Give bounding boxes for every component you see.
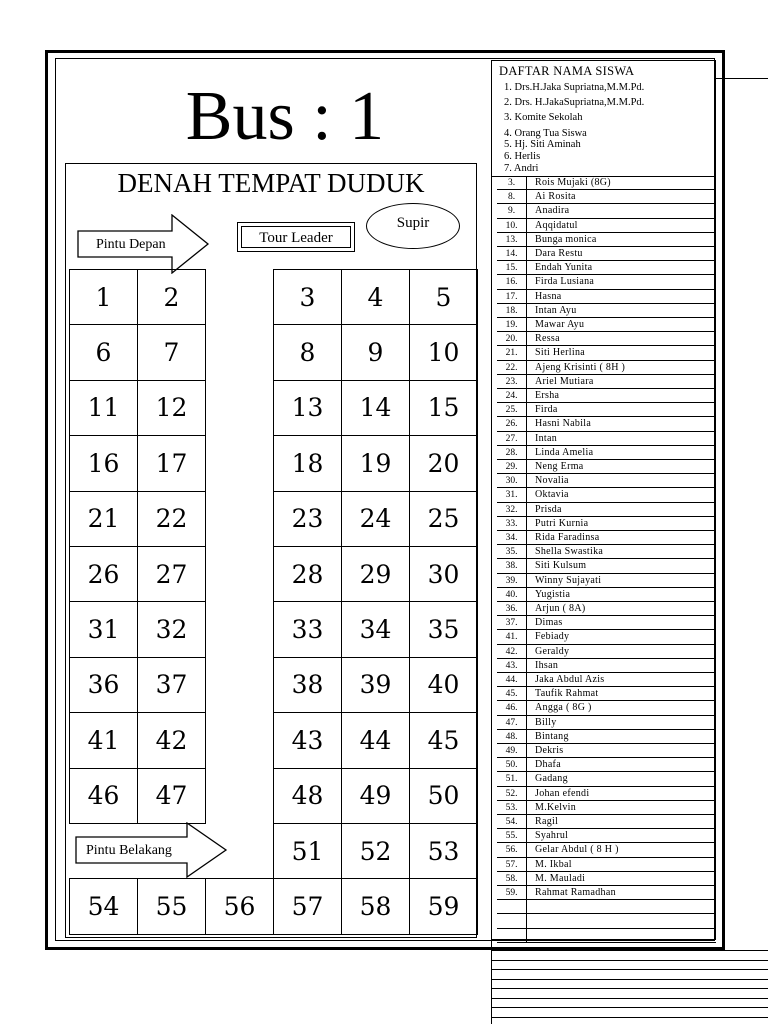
- table-row: [497, 417, 716, 431]
- table-row: [497, 290, 716, 304]
- row-number: 43.: [497, 659, 527, 673]
- student-name: Jaka Abdul Azis: [535, 674, 605, 685]
- driver-label: Supir: [366, 203, 460, 249]
- staff-item: 2. Drs. H.JakaSupriatna,M.M.Pd.: [504, 97, 645, 108]
- student-name: Taufik Rahmat: [535, 688, 599, 700]
- seat-48: 48: [273, 768, 342, 824]
- student-name: Rois Mujaki (8G): [535, 177, 611, 188]
- seat-8: 8: [273, 324, 342, 380]
- row-number: 45.: [497, 687, 527, 701]
- seat-59: 59: [409, 878, 478, 934]
- student-name: Firda: [535, 404, 558, 416]
- student-name: Hasna: [535, 290, 562, 302]
- row-number: 30.: [497, 474, 527, 488]
- table-row: [497, 914, 716, 928]
- table-row: [497, 716, 716, 730]
- table-row: [497, 190, 716, 204]
- table-row: [497, 588, 716, 602]
- table-row: [497, 474, 716, 488]
- table-row: [497, 403, 716, 417]
- row-number: 27.: [497, 432, 527, 446]
- grid-line: [716, 78, 768, 79]
- student-name: Intan Ayu: [535, 304, 577, 316]
- row-number: 44.: [497, 673, 527, 687]
- student-name: Rahmat Ramadhan: [535, 887, 616, 898]
- table-row: [497, 602, 716, 616]
- table-row: [497, 673, 716, 687]
- seat-18: 18: [273, 435, 342, 491]
- table-row: [497, 886, 716, 900]
- student-name: Billy: [535, 716, 557, 728]
- row-number: 48.: [497, 730, 527, 744]
- grid-line: [491, 979, 768, 980]
- row-number: 28.: [497, 446, 527, 460]
- table-row: [497, 872, 716, 886]
- grid-line: [491, 969, 768, 970]
- row-number: 14.: [497, 247, 527, 261]
- student-name: Ihsan: [535, 659, 559, 671]
- seat-44: 44: [341, 712, 410, 768]
- row-number: 25.: [497, 403, 527, 417]
- student-name: Neng Erma: [535, 461, 584, 472]
- row-number: [497, 914, 527, 928]
- student-name: Endah Yunita: [535, 262, 593, 274]
- table-row: [497, 659, 716, 673]
- student-name: Mawar Ayu: [535, 319, 585, 330]
- table-row: [497, 787, 716, 801]
- student-name: Intan: [535, 432, 558, 444]
- table-row: [497, 574, 716, 588]
- student-name: Hasni Nabila: [535, 418, 592, 430]
- row-number: 52.: [497, 787, 527, 801]
- row-number: 35.: [497, 545, 527, 559]
- student-name: M.Kelvin: [535, 801, 577, 813]
- student-name: Aqqidatul: [535, 219, 578, 231]
- table-row: [497, 758, 716, 772]
- row-number: 24.: [497, 389, 527, 403]
- seat-10: 10: [409, 324, 478, 380]
- row-number: 13.: [497, 233, 527, 247]
- student-name: Rida Faradinsa: [535, 532, 600, 543]
- table-row: [497, 687, 716, 701]
- row-number: 54.: [497, 815, 527, 829]
- student-name: Ajeng Krisinti ( 8H ): [535, 361, 626, 373]
- row-number: 47.: [497, 716, 527, 730]
- seat-27: 27: [137, 546, 206, 602]
- seat-33: 33: [273, 601, 342, 657]
- row-number: 41.: [497, 630, 527, 644]
- grid-line: [491, 1007, 768, 1008]
- student-name: Ersha: [535, 390, 560, 401]
- seat-14: 14: [341, 380, 410, 436]
- row-number: [497, 929, 527, 943]
- table-row: [497, 432, 716, 446]
- seat-45: 45: [409, 712, 478, 768]
- student-name: Gelar Abdul ( 8 H ): [535, 844, 619, 856]
- seat-56: 56: [205, 878, 274, 934]
- grid-line: [491, 988, 768, 989]
- student-name: M. Mauladi: [535, 872, 586, 884]
- grid-line: [491, 998, 768, 999]
- seat-map-title: DENAH TEMPAT DUDUK: [117, 168, 425, 198]
- seat-6: 6: [69, 324, 138, 380]
- student-name: Anadira: [535, 205, 570, 217]
- seat-51: 51: [273, 823, 342, 879]
- grid-line: [491, 1017, 768, 1018]
- table-row: [497, 701, 716, 715]
- seat-26: 26: [69, 546, 138, 602]
- student-name: Ressa: [535, 333, 560, 345]
- student-name: Yugistia: [535, 588, 571, 600]
- staff-item: 3. Komite Sekolah: [504, 112, 583, 123]
- table-row: [497, 929, 716, 943]
- table-row: [497, 744, 716, 758]
- table-row: [497, 616, 716, 630]
- seat-3: 3: [273, 269, 342, 325]
- table-row: [497, 772, 716, 786]
- seat-40: 40: [409, 657, 478, 713]
- seat-52: 52: [341, 823, 410, 879]
- seat-7: 7: [137, 324, 206, 380]
- seat-32: 32: [137, 601, 206, 657]
- table-row: [497, 843, 716, 857]
- student-name: Arjun ( 8A): [535, 603, 586, 614]
- table-row: [497, 517, 716, 531]
- student-name: Febiady: [535, 631, 570, 643]
- table-row: [497, 858, 716, 872]
- row-number: 21.: [497, 346, 527, 360]
- row-number: 49.: [497, 744, 527, 758]
- table-row: [497, 332, 716, 346]
- table-row: [497, 176, 716, 190]
- seat-21: 21: [69, 491, 138, 547]
- table-row: [497, 375, 716, 389]
- table-row: [497, 488, 716, 502]
- seat-38: 38: [273, 657, 342, 713]
- table-row: [497, 801, 716, 815]
- table-row: [497, 346, 716, 360]
- seat-55: 55: [137, 878, 206, 934]
- seat-47: 47: [137, 768, 206, 824]
- table-row: [497, 545, 716, 559]
- row-number: 42.: [497, 645, 527, 659]
- seat-5: 5: [409, 269, 478, 325]
- row-number: 33.: [497, 517, 527, 531]
- row-number: 26.: [497, 417, 527, 431]
- student-name: Bintang: [535, 730, 569, 742]
- student-name: Dhafa: [535, 759, 561, 771]
- table-row: [497, 531, 716, 545]
- row-number: 8.: [497, 190, 527, 204]
- seat-46: 46: [69, 768, 138, 824]
- student-name: Dekris: [535, 745, 564, 756]
- row-number: 20.: [497, 332, 527, 346]
- row-number: 51.: [497, 772, 527, 786]
- seat-30: 30: [409, 546, 478, 602]
- seat-36: 36: [69, 657, 138, 713]
- seat-41: 41: [69, 712, 138, 768]
- table-row: [497, 247, 716, 261]
- seat-50: 50: [409, 768, 478, 824]
- staff-item: 6. Herlis: [504, 151, 541, 162]
- seat-12: 12: [137, 380, 206, 436]
- row-number: 23.: [497, 375, 527, 389]
- row-number: 53.: [497, 801, 527, 815]
- row-number: 3.: [497, 176, 527, 190]
- staff-item: 1. Drs.H.Jaka Supriatna,M.M.Pd.: [504, 82, 645, 93]
- seat-9: 9: [341, 324, 410, 380]
- seat-43: 43: [273, 712, 342, 768]
- row-number: 34.: [497, 531, 527, 545]
- seat-42: 42: [137, 712, 206, 768]
- row-number: 9.: [497, 204, 527, 218]
- student-name: Ai Rosita: [535, 191, 576, 203]
- row-number: [497, 900, 527, 914]
- row-number: 56.: [497, 843, 527, 857]
- seat-23: 23: [273, 491, 342, 547]
- student-name: Syahrul: [535, 830, 569, 842]
- student-name: Putri Kurnia: [535, 517, 589, 529]
- seat-49: 49: [341, 768, 410, 824]
- student-name: Siti Kulsum: [535, 560, 587, 572]
- student-name: M. Ikbal: [535, 858, 572, 870]
- seat-35: 35: [409, 601, 478, 657]
- table-row: [497, 630, 716, 644]
- row-number: 19.: [497, 318, 527, 332]
- row-number: 57.: [497, 858, 527, 872]
- front-door-label: Pintu Depan: [96, 237, 166, 252]
- student-name: Geraldy: [535, 645, 570, 657]
- seat-15: 15: [409, 380, 478, 436]
- student-name: Siti Herlina: [535, 347, 585, 359]
- seat-29: 29: [341, 546, 410, 602]
- student-name: Linda Amelia: [535, 446, 594, 458]
- seat-11: 11: [69, 380, 138, 436]
- seat-17: 17: [137, 435, 206, 491]
- student-list-title: DAFTAR NAMA SISWA: [499, 64, 635, 78]
- back-door-label: Pintu Belakang: [86, 843, 172, 858]
- table-row: [497, 318, 716, 332]
- seat-58: 58: [341, 878, 410, 934]
- table-row: [497, 460, 716, 474]
- table-row: [497, 815, 716, 829]
- table-row: [497, 304, 716, 318]
- seat-31: 31: [69, 601, 138, 657]
- seat-19: 19: [341, 435, 410, 491]
- student-name: Bunga monica: [535, 233, 597, 245]
- table-row: [497, 559, 716, 573]
- table-row: [497, 730, 716, 744]
- seat-4: 4: [341, 269, 410, 325]
- row-number: 15.: [497, 261, 527, 275]
- student-name: Angga ( 8G ): [535, 702, 592, 714]
- table-row: [497, 219, 716, 233]
- seat-1: 1: [69, 269, 138, 325]
- seat-2: 2: [137, 269, 206, 325]
- table-row: [497, 275, 716, 289]
- row-number: 39.: [497, 574, 527, 588]
- table-row: [497, 645, 716, 659]
- row-number: 50.: [497, 758, 527, 772]
- student-name: Ragil: [535, 816, 559, 827]
- student-name: Winny Sujayati: [535, 574, 602, 586]
- table-row: [497, 233, 716, 247]
- seat-54: 54: [69, 878, 138, 934]
- student-name: Prisda: [535, 503, 562, 515]
- row-number: 37.: [497, 616, 527, 630]
- row-number: 10.: [497, 219, 527, 233]
- seat-37: 37: [137, 657, 206, 713]
- tour-leader-label: Tour Leader: [241, 226, 351, 248]
- row-number: 58.: [497, 872, 527, 886]
- student-name: Johan efendi: [535, 787, 590, 799]
- row-number: 40.: [497, 588, 527, 602]
- row-number: 18.: [497, 304, 527, 318]
- seat-16: 16: [69, 435, 138, 491]
- row-number: 32.: [497, 503, 527, 517]
- student-name: Ariel Mutiara: [535, 375, 594, 387]
- row-number: 36.: [497, 602, 527, 616]
- seat-57: 57: [273, 878, 342, 934]
- seat-13: 13: [273, 380, 342, 436]
- grid-line: [491, 940, 492, 1024]
- student-name: Dimas: [535, 617, 563, 629]
- tour-leader-box: [237, 222, 355, 252]
- seat-28: 28: [273, 546, 342, 602]
- seat-34: 34: [341, 601, 410, 657]
- student-name: Oktavia: [535, 489, 569, 501]
- grid-line: [491, 960, 768, 961]
- table-row: [497, 204, 716, 218]
- bus-title: Bus : 1: [185, 78, 385, 155]
- seat-53: 53: [409, 823, 478, 879]
- seat-20: 20: [409, 435, 478, 491]
- table-row: [497, 389, 716, 403]
- student-name: Dara Restu: [535, 248, 583, 259]
- student-name: Novalia: [535, 475, 569, 487]
- row-number: 17.: [497, 290, 527, 304]
- row-number: 55.: [497, 829, 527, 843]
- staff-item: 4. Orang Tua Siswa: [504, 128, 587, 139]
- grid-line: [491, 950, 768, 951]
- seat-24: 24: [341, 491, 410, 547]
- row-number: 38.: [497, 559, 527, 573]
- table-row: [497, 503, 716, 517]
- table-row: [497, 900, 716, 914]
- staff-item: 5. Hj. Siti Aminah: [504, 139, 581, 150]
- table-row: [497, 261, 716, 275]
- row-number: 16.: [497, 275, 527, 289]
- row-number: 29.: [497, 460, 527, 474]
- seat-25: 25: [409, 491, 478, 547]
- table-row: [497, 829, 716, 843]
- row-number: 59.: [497, 886, 527, 900]
- row-number: 22.: [497, 361, 527, 375]
- seat-39: 39: [341, 657, 410, 713]
- table-row: [497, 361, 716, 375]
- student-name: Firda Lusiana: [535, 276, 595, 288]
- seat-22: 22: [137, 491, 206, 547]
- row-number: 46.: [497, 701, 527, 715]
- staff-item: 7. Andri: [504, 163, 539, 174]
- table-row: [497, 446, 716, 460]
- student-name: Gadang: [535, 773, 568, 785]
- student-name: Shella Swastika: [535, 546, 604, 558]
- row-number: 31.: [497, 488, 527, 502]
